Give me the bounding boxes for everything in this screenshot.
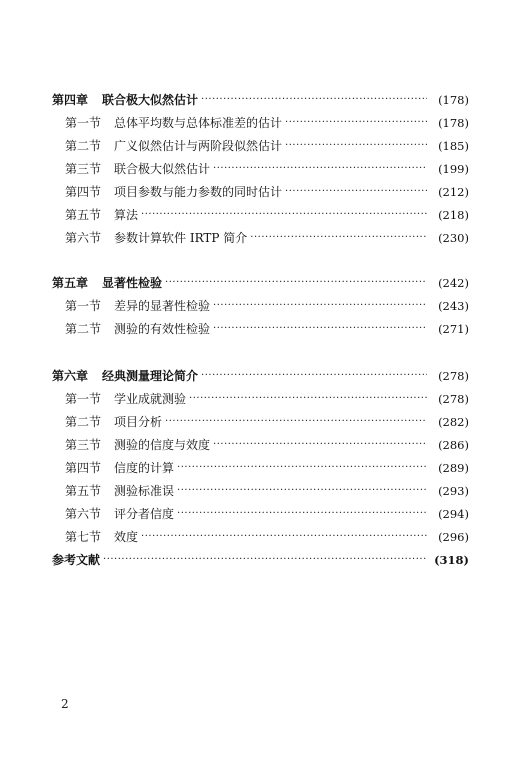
chapter-title: 显著性检验: [102, 276, 163, 290]
page-number: (278): [438, 392, 469, 406]
dot-leader: [177, 504, 427, 524]
dot-leader: [285, 113, 427, 133]
section-number: 第四节: [65, 461, 102, 475]
page-number: (271): [438, 322, 469, 336]
dot-leader: [213, 159, 427, 179]
chapter-number: 第四章: [52, 93, 89, 107]
toc-section-4-2[interactable]: [0, 136, 521, 156]
dot-leader: [177, 458, 427, 478]
page-number: (278): [438, 369, 469, 383]
page-number: (289): [438, 461, 469, 475]
section-number: 第一节: [65, 116, 102, 130]
dot-leader: [201, 90, 427, 110]
page-folio: 2: [61, 697, 69, 711]
dot-leader: [285, 136, 427, 156]
page-number: (318): [434, 553, 469, 567]
page-number: (294): [438, 507, 469, 521]
section-number: 第五节: [65, 484, 102, 498]
toc-chapter-5[interactable]: [0, 273, 521, 293]
page-number: (218): [438, 208, 469, 222]
dot-leader: [285, 182, 427, 202]
section-number: 第六节: [65, 507, 102, 521]
section-number: 第一节: [65, 299, 102, 313]
page-number: (185): [438, 139, 469, 153]
page-number: (243): [438, 299, 469, 313]
page-number: (178): [438, 116, 469, 130]
section-title: 差异的显著性检验: [114, 299, 211, 313]
toc-section-4-3[interactable]: [0, 159, 521, 179]
section-title: 项目分析: [114, 415, 163, 429]
section-number: 第二节: [65, 322, 102, 336]
section-title: 测验的有效性检验: [114, 322, 211, 336]
page-number: (293): [438, 484, 469, 498]
dot-leader: [177, 481, 427, 501]
page-number: (212): [438, 185, 469, 199]
section-title: 信度的计算: [114, 461, 175, 475]
section-title: 效度: [114, 530, 139, 544]
toc-section-6-3[interactable]: [0, 435, 521, 455]
toc-section-4-6[interactable]: [0, 228, 521, 248]
page-number: (286): [438, 438, 469, 452]
section-title: 评分者信度: [114, 507, 175, 521]
section-title: 联合极大似然估计: [114, 162, 211, 176]
toc-section-6-1[interactable]: [0, 389, 521, 409]
page-number: (242): [438, 276, 469, 290]
dot-leader: [165, 412, 427, 432]
dot-leader: [165, 273, 427, 293]
section-title: 测验标准误: [114, 484, 175, 498]
section-title: 测验的信度与效度: [114, 438, 211, 452]
dot-leader: [189, 389, 427, 409]
toc-section-6-6[interactable]: [0, 504, 521, 524]
section-number: 第二节: [65, 139, 102, 153]
chapter-number: 第五章: [52, 276, 89, 290]
section-number: 第四节: [65, 185, 102, 199]
toc-section-4-4[interactable]: [0, 182, 521, 202]
section-title: 总体平均数与总体标准差的估计: [114, 116, 283, 130]
page-number: (230): [438, 231, 469, 245]
page-number: (199): [438, 162, 469, 176]
section-number: 第三节: [65, 438, 102, 452]
section-title: 广义似然估计与两阶段似然估计: [114, 139, 283, 153]
chapter-number: 第六章: [52, 369, 89, 383]
toc-section-6-4[interactable]: [0, 458, 521, 478]
dot-leader: [103, 550, 427, 570]
page-number: (282): [438, 415, 469, 429]
section-number: 第二节: [65, 415, 102, 429]
section-title: 学业成就测验: [114, 392, 187, 406]
section-title: 算法: [114, 208, 139, 222]
dot-leader: [141, 527, 427, 547]
toc-chapter-4[interactable]: [0, 90, 521, 110]
dot-leader: [250, 228, 427, 248]
page-number: (296): [438, 530, 469, 544]
toc-section-6-7[interactable]: [0, 527, 521, 547]
dot-leader: [213, 296, 427, 316]
chapter-title: 联合极大似然估计: [102, 93, 199, 107]
page-number: (178): [438, 93, 469, 107]
section-title: 项目参数与能力参数的同时估计: [114, 185, 283, 199]
toc-section-4-1[interactable]: [0, 113, 521, 133]
dot-leader: [141, 205, 427, 225]
toc-references[interactable]: [0, 550, 521, 570]
section-number: 第五节: [65, 208, 102, 222]
section-number: 第七节: [65, 530, 102, 544]
section-number: 第一节: [65, 392, 102, 406]
toc-section-4-5[interactable]: [0, 205, 521, 225]
toc-section-6-2[interactable]: [0, 412, 521, 432]
toc-section-5-1[interactable]: [0, 296, 521, 316]
toc-chapter-6[interactable]: [0, 366, 521, 386]
toc-section-5-2[interactable]: [0, 319, 521, 339]
section-number: 第六节: [65, 231, 102, 245]
references-title: 参考文献: [52, 553, 101, 567]
dot-leader: [201, 366, 427, 386]
dot-leader: [213, 319, 427, 339]
section-number: 第三节: [65, 162, 102, 176]
dot-leader: [213, 435, 427, 455]
toc-section-6-5[interactable]: [0, 481, 521, 501]
chapter-title: 经典测量理论简介: [102, 369, 199, 383]
section-title: 参数计算软件 IRTP 简介: [114, 231, 248, 245]
